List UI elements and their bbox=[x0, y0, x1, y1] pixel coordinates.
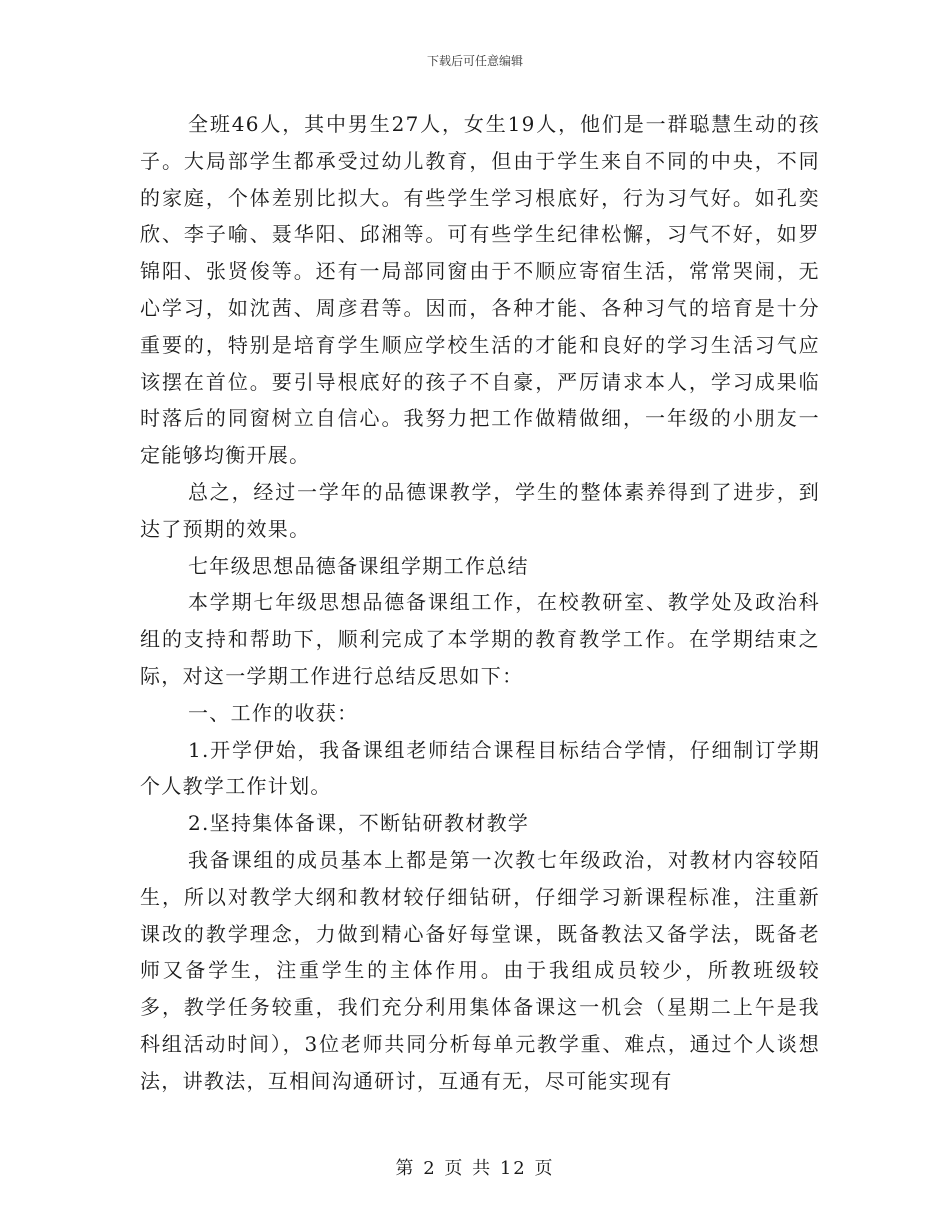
document-body bbox=[140, 106, 820, 1100]
paragraph-lesson-prep: 我备课组的成员基本上都是第一次教七年级政治，对教材内容较陌生，所以对教学大纲和教材较仔细钻研，仔细学习新课程标准，注重新课改的教学理念，力做到精心备好每堂课，既备教法又备学法，既备老师又备学生，注重学生的主体作用。由于我组成员较少，所教班级较多，教学任务较重，我们充分利用集体备课这一机会（星期二上午是我科组活动时间），3位老师共同分析每单元教学重、难点，通过个人谈想法，讲教法，互相间沟通研讨，互通有无，尽可能实现有 bbox=[140, 847, 820, 1093]
section-title: 七年级思想品德备课组学期工作总结 bbox=[188, 553, 529, 578]
paragraph-class-overview: 全班46人，其中男生27人，女生19人，他们是一群聪慧生动的孩子。大局部学生都承受过幼儿教育，但由于学生来自不同的中央，不同的家庭，个体差别比拟大。有些学生学习根底好，行为习气好。如孔奕欣、李子喻、聂华阳、邱湘等。可有些学生纪律松懈，习气不好，如罗锦阳、张贤俊等。还有一局部同窗由于不顺应寄宿生活，常常哭闹，无心学习，如沈茜、周彦君等。因而，各种才能、各种习气的培育是十分重要的，特别是培育学生顺应学校生活的才能和良好的学习生活习气应该摆在首位。要引导根底好的孩子不自豪，严厉请求本人，学习成果临时落后的同窗树立自信心。我努力把工作做精做细，一年级的小朋友一定能够均衡开展。 bbox=[140, 112, 820, 468]
paragraph-intro: 本学期七年级思想品德备课组工作，在校教研室、教学处及政治科组的支持和帮助下，顺利完成了本学期的教育教学工作。在学期结束之际，对这一学期工作进行总结反思如下： bbox=[140, 590, 820, 688]
page-header-note: 下载后可任意编辑 bbox=[426, 54, 523, 68]
heading-gains: 一、工作的收获： bbox=[188, 700, 359, 725]
list-item-1: 1.开学伊始，我备课组老师结合课程目标结合学情，仔细制订学期个人教学工作计划。 bbox=[140, 737, 820, 799]
list-item-2: 2.坚持集体备课，不断钻研教材教学 bbox=[188, 811, 530, 836]
paragraph-summary: 总之，经过一学年的品德课教学，学生的整体素养得到了进步，到达了预期的效果。 bbox=[140, 479, 820, 541]
page-number: 第 2 页 共 12 页 bbox=[395, 1158, 555, 1179]
